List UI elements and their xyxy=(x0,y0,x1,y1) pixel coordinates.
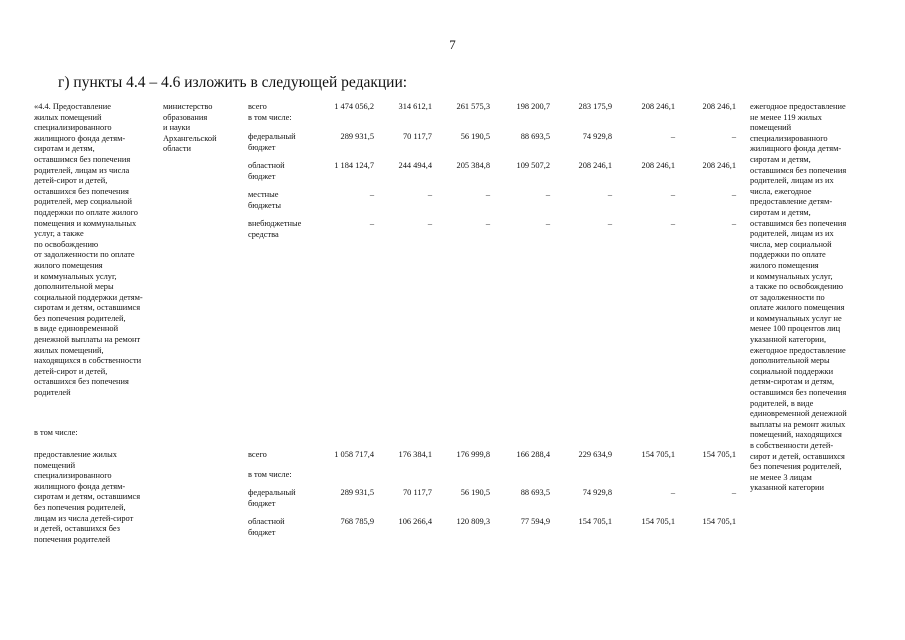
row1-value-line1-col3: 88 693,5 xyxy=(520,132,550,141)
row1-value-line1-col2: 56 190,5 xyxy=(460,132,490,141)
row1-value-line0-col2: 261 575,3 xyxy=(456,102,490,111)
row2-value-line2-col4: 74 929,8 xyxy=(582,488,612,497)
row2-value-line3-col4: 154 705,1 xyxy=(578,517,612,526)
amendment-heading: г) пункты 4.4 – 4.6 изложить в следующей редакции: xyxy=(58,74,408,91)
row2-value-line0-col2: 176 999,8 xyxy=(456,450,490,459)
row1-value-line0-col5: 208 246,1 xyxy=(641,102,675,111)
row1-value-line0-col1: 314 612,1 xyxy=(398,102,432,111)
row1-description: «4.4. Предоставление жилых помещений специализированного жилищного фонда детям- сиротам и детям, оставшимся без попечения родителей, лицам из числа детей-сирот и детей, оставшихся без попечения родителей, мер социальной поддержки по оплате жилого помещения и коммунальных услуг, а также по освобождению от задолженности по оплате жилого помещения и коммунальных услуг, дополнительной меры социальной поддержки детям- сиротам и детям, оставшимся без попечения родителей, в виде единовременной денежной выплаты на ремонт жилых помещений, находящихся в собственности детей-сирот и детей, оставшихся без попечения родителей xyxy=(34,102,143,398)
row2-value-line3-col5: 154 705,1 xyxy=(641,517,675,526)
row1-value-line3-col3: – xyxy=(545,190,550,199)
row1-value-line1-col4: 74 929,8 xyxy=(582,132,612,141)
row2-value-line0-col3: 166 288,4 xyxy=(516,450,550,459)
row1-source-regional: областной бюджет xyxy=(248,161,285,181)
row1-value-line3-col6: – xyxy=(731,190,736,199)
row2-description: предоставление жилых помещений специализированного жилищного фонда детям- сиротам и детям, оставшимся без попечения родителей, лицам из числа детей-сирот и детей, оставшихся без попечения родителей xyxy=(34,450,141,544)
row1-value-line2-col3: 109 507,2 xyxy=(516,161,550,170)
row1-value-line3-col1: – xyxy=(427,190,432,199)
row1-source-extrabudget: внебюджетные средства xyxy=(248,219,302,239)
row1-value-line3-col4: – xyxy=(607,190,612,199)
row2-value-line2-col5: – xyxy=(670,488,675,497)
row2-value-line2-col1: 70 117,7 xyxy=(402,488,432,497)
row1-value-line1-col0: 289 931,5 xyxy=(340,132,374,141)
row1-value-line2-col5: 208 246,1 xyxy=(641,161,675,170)
row2-value-line3-col3: 77 594,9 xyxy=(520,517,550,526)
row2-source-total: всего xyxy=(248,450,267,459)
page-number: 7 xyxy=(449,37,456,52)
row1-source-including: в том числе: xyxy=(248,113,292,122)
row1-value-line1-col1: 70 117,7 xyxy=(402,132,432,141)
row2-value-line3-col2: 120 809,3 xyxy=(456,517,490,526)
row1-value-line2-col4: 208 246,1 xyxy=(578,161,612,170)
row1-value-line4-col6: – xyxy=(731,219,736,228)
row2-value-line2-col0: 289 931,5 xyxy=(340,488,374,497)
row1-value-line4-col0: – xyxy=(369,219,374,228)
row1-value-line2-col2: 205 384,8 xyxy=(456,161,490,170)
row2-value-line0-col4: 229 634,9 xyxy=(578,450,612,459)
row2-source-federal: федеральный бюджет xyxy=(248,488,296,508)
row2-value-line3-col1: 106 266,4 xyxy=(398,517,432,526)
row2-value-line0-col0: 1 058 717,4 xyxy=(334,450,374,459)
row1-value-line0-col0: 1 474 056,2 xyxy=(334,102,374,111)
row1-source-total: всего xyxy=(248,102,267,111)
row1-value-line4-col3: – xyxy=(545,219,550,228)
row1-value-line4-col5: – xyxy=(670,219,675,228)
row1-value-line2-col6: 208 246,1 xyxy=(702,161,736,170)
row2-value-line3-col0: 768 785,9 xyxy=(340,517,374,526)
row1-expected-result: ежегодное предоставление не менее 119 жилых помещений специализированного жилищного фонда детям- сиротам и детям, оставшимся без попечения родителей, лицам из их числа, ежегодное предоставление детям- сиротам и детям, оставшимся без попечения родителей, лицам из их числа, мер социальной поддержки по оплате жилого помещения и коммунальных услуг, а также по освобождению от задолженности по оплате жилого помещения и коммунальных услуг не менее 100 процентов лиц указанной категории, ежегодное предоставление дополнительной меры социальной поддержки детям-сиротам и детям, оставшимся без попечения родителей, в виде единовременной денежной выплаты на ремонт жилых помещений, находящихся в собственности детей- сирот и детей, оставшихся без попечения родителей, не менее 3 лицам указанной категории xyxy=(750,102,847,493)
row2-value-line2-col2: 56 190,5 xyxy=(460,488,490,497)
row1-value-line0-col4: 283 175,9 xyxy=(578,102,612,111)
row2-source-including: в том числе: xyxy=(248,470,292,479)
row1-value-line2-col0: 1 184 124,7 xyxy=(334,161,374,170)
row2-value-line2-col6: – xyxy=(731,488,736,497)
row1-value-line4-col1: – xyxy=(427,219,432,228)
row2-value-line2-col3: 88 693,5 xyxy=(520,488,550,497)
row1-value-line3-col0: – xyxy=(369,190,374,199)
row2-value-line0-col5: 154 705,1 xyxy=(641,450,675,459)
row1-value-line3-col5: – xyxy=(670,190,675,199)
row2-value-line0-col1: 176 384,1 xyxy=(398,450,432,459)
row2-value-line0-col6: 154 705,1 xyxy=(702,450,736,459)
row2-source-regional: областной бюджет xyxy=(248,517,285,537)
row1-value-line0-col3: 198 200,7 xyxy=(516,102,550,111)
row1-source-local: местные бюджеты xyxy=(248,190,282,210)
row2-value-line3-col6: 154 705,1 xyxy=(702,517,736,526)
row1-source-federal: федеральный бюджет xyxy=(248,132,296,152)
including-label: в том числе: xyxy=(34,428,78,437)
row1-value-line4-col2: – xyxy=(485,219,490,228)
row1-value-line3-col2: – xyxy=(485,190,490,199)
row1-value-line1-col6: – xyxy=(731,132,736,141)
row1-value-line2-col1: 244 494,4 xyxy=(398,161,432,170)
row1-value-line0-col6: 208 246,1 xyxy=(702,102,736,111)
row1-value-line4-col4: – xyxy=(607,219,612,228)
row1-executor: министерство образования и науки Архангельской области xyxy=(163,102,217,154)
row1-value-line1-col5: – xyxy=(670,132,675,141)
